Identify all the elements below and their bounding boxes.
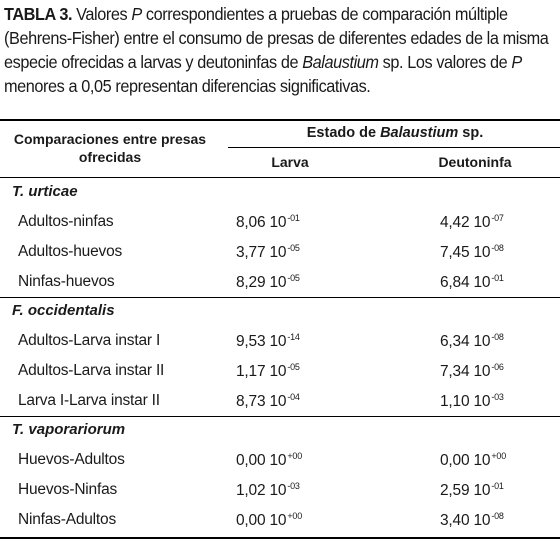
header-sub-rule [228, 147, 560, 148]
row-label: Ninfas-huevos [18, 273, 115, 290]
caption-text-3: sp. Los valores de [378, 52, 512, 72]
deutoninfa-exponent: -03 [491, 392, 504, 402]
larva-mantissa: 1,02 10 [236, 482, 287, 499]
header-estado [230, 124, 560, 142]
header-comparisons: Comparaciones entre presas ofrecidas [13, 131, 207, 165]
row-label: Adultos-ninfas [18, 213, 114, 230]
deutoninfa-exponent: -08 [491, 243, 504, 253]
deutoninfa-value [440, 332, 504, 351]
larva-value [236, 362, 300, 381]
larva-exponent: -05 [287, 243, 300, 253]
row-label: Ninfas-Adultos [18, 511, 116, 528]
larva-mantissa: 1,17 10 [236, 363, 287, 380]
row-label: Huevos-Adultos [18, 451, 125, 468]
larva-exponent: +00 [287, 511, 302, 521]
larva-value [236, 481, 300, 500]
caption-text-4: menores a 0,05 representan diferencias significativas. [4, 76, 371, 96]
group-name: T. vaporariorum [12, 421, 126, 438]
larva-exponent: -04 [287, 392, 300, 402]
deutoninfa-value [440, 392, 504, 411]
larva-mantissa: 9,53 10 [236, 333, 287, 350]
larva-value [236, 511, 302, 530]
larva-mantissa: 0,00 10 [236, 512, 287, 529]
deutoninfa-value [440, 511, 504, 530]
row-label: Adultos-Larva instar I [18, 332, 161, 349]
deutoninfa-exponent: -08 [491, 332, 504, 342]
deutoninfa-mantissa: 7,34 10 [440, 363, 491, 380]
group-name: F. occidentalis [12, 302, 115, 319]
deutoninfa-mantissa: 7,45 10 [440, 244, 491, 261]
deutoninfa-mantissa: 1,10 10 [440, 393, 491, 410]
header-estado-suffix: sp. [458, 125, 484, 141]
larva-value [236, 243, 300, 262]
larva-exponent: +00 [287, 451, 302, 461]
deutoninfa-mantissa: 6,84 10 [440, 274, 491, 291]
deutoninfa-mantissa: 6,34 10 [440, 333, 491, 350]
header-larva: Larva [271, 154, 309, 170]
larva-value [236, 273, 300, 292]
deutoninfa-value [440, 243, 504, 262]
deutoninfa-exponent: +00 [491, 451, 506, 461]
bottom-rule [0, 537, 560, 539]
deutoninfa-value [440, 362, 504, 381]
table-caption [4, 2, 556, 98]
deutoninfa-value [440, 273, 504, 292]
group-separator-rule [0, 297, 560, 298]
larva-exponent: -01 [287, 213, 300, 223]
deutoninfa-value [440, 213, 504, 232]
group-separator-rule [0, 416, 560, 417]
larva-mantissa: 3,77 10 [236, 244, 287, 261]
header-estado-species: Balaustium [380, 125, 459, 141]
larva-mantissa: 8,06 10 [236, 214, 287, 231]
top-rule [0, 119, 560, 121]
larva-exponent: -05 [287, 273, 300, 283]
row-label: Larva I-Larva instar II [18, 392, 160, 409]
row-label: Adultos-huevos [18, 243, 123, 260]
caption-species: Balaustium [302, 52, 379, 72]
larva-exponent: -05 [287, 362, 300, 372]
deutoninfa-mantissa: 2,59 10 [440, 482, 491, 499]
caption-text-1: Valores [72, 4, 132, 24]
deutoninfa-exponent: -07 [491, 213, 504, 223]
deutoninfa-mantissa: 0,00 10 [440, 452, 491, 469]
group-name: T. urticae [12, 183, 78, 200]
larva-mantissa: 8,73 10 [236, 393, 287, 410]
deutoninfa-exponent: -08 [491, 511, 504, 521]
header-bottom-rule [0, 177, 560, 178]
deutoninfa-exponent: -01 [491, 481, 504, 491]
larva-value [236, 392, 300, 411]
caption-label: TABLA 3. [4, 4, 73, 24]
row-label: Adultos-Larva instar II [18, 362, 165, 379]
row-label: Huevos-Ninfas [18, 481, 118, 498]
larva-mantissa: 0,00 10 [236, 452, 287, 469]
deutoninfa-mantissa: 4,42 10 [440, 214, 491, 231]
deutoninfa-value [440, 481, 504, 500]
header-estado-prefix: Estado de [306, 125, 381, 141]
caption-text-2: correspondientes a pruebas de comparación múltiple (Behrens-Fisher) entre el consumo de presas de diferentes edades de la misma especie ofrecidas a larvas y deutoninfas de [4, 4, 549, 72]
larva-value [236, 451, 302, 470]
larva-exponent: -03 [287, 481, 300, 491]
caption-p-1: P [131, 4, 142, 24]
larva-mantissa: 8,29 10 [236, 274, 287, 291]
header-deutoninfa: Deutoninfa [438, 154, 512, 170]
caption-p-2: P [511, 52, 522, 72]
deutoninfa-mantissa: 3,40 10 [440, 512, 491, 529]
deutoninfa-value [440, 451, 506, 470]
larva-value [236, 213, 300, 232]
larva-exponent: -14 [287, 332, 300, 342]
larva-value [236, 332, 300, 351]
deutoninfa-exponent: -01 [491, 273, 504, 283]
deutoninfa-exponent: -06 [491, 362, 504, 372]
